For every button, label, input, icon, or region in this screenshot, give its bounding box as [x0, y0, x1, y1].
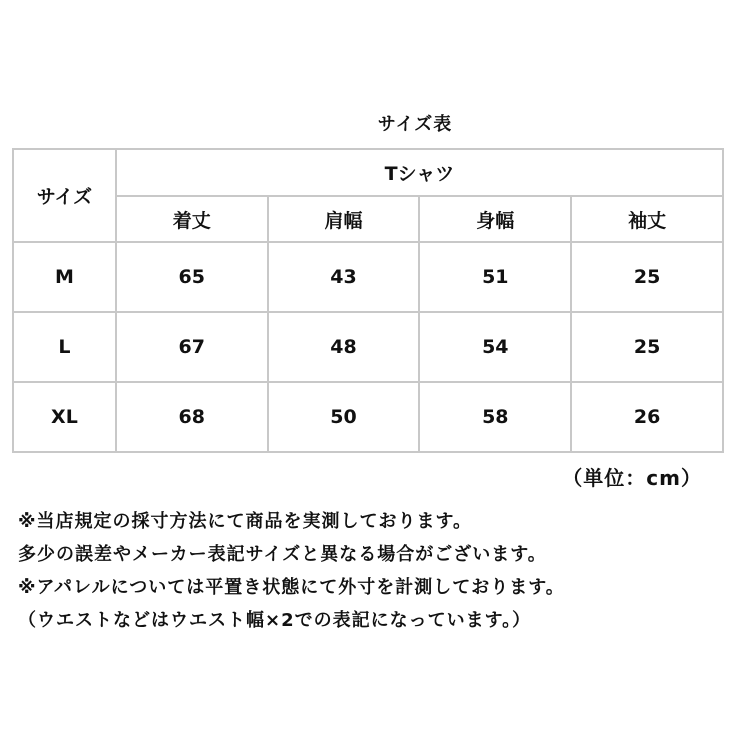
table-cell: 43 [268, 242, 420, 312]
note-line: ※アパレルについては平置き状態にて外寸を計測しております。 [18, 577, 565, 598]
size-header-cell: サイズ [13, 149, 116, 242]
size-table [12, 148, 724, 453]
column-header-sleeve: 袖丈 [571, 196, 723, 242]
note-line: 多少の誤差やメーカー表記サイズと異なる場合がございます。 [18, 544, 547, 565]
table-row [13, 382, 723, 452]
table-header-row [13, 149, 723, 196]
unit-label: （単位：cm） [562, 466, 702, 490]
page-title: サイズ表 [377, 114, 453, 135]
table-row [13, 242, 723, 312]
note-line: （ウエストなどはウエスト幅×2での表記になっています。） [18, 610, 532, 631]
table-cell: 65 [116, 242, 268, 312]
column-header-chest: 身幅 [419, 196, 571, 242]
note-line: ※当店規定の採寸方法にて商品を実測しております。 [18, 511, 473, 532]
table-cell: 58 [419, 382, 571, 452]
table-cell: 68 [116, 382, 268, 452]
table-cell: 50 [268, 382, 420, 452]
table-cell: 54 [419, 312, 571, 382]
table-cell: 67 [116, 312, 268, 382]
table-cell: 48 [268, 312, 420, 382]
column-header-row [13, 196, 723, 242]
size-label: XL [13, 382, 116, 452]
table-cell: 26 [571, 382, 723, 452]
table-cell: 51 [419, 242, 571, 312]
size-label: L [13, 312, 116, 382]
table-row [13, 312, 723, 382]
table-cell: 25 [571, 242, 723, 312]
notes [18, 505, 733, 637]
product-header-cell: Tシャツ [116, 149, 723, 196]
column-header-length: 着丈 [116, 196, 268, 242]
column-header-shoulder: 肩幅 [268, 196, 420, 242]
table-cell: 25 [571, 312, 723, 382]
size-label: M [13, 242, 116, 312]
